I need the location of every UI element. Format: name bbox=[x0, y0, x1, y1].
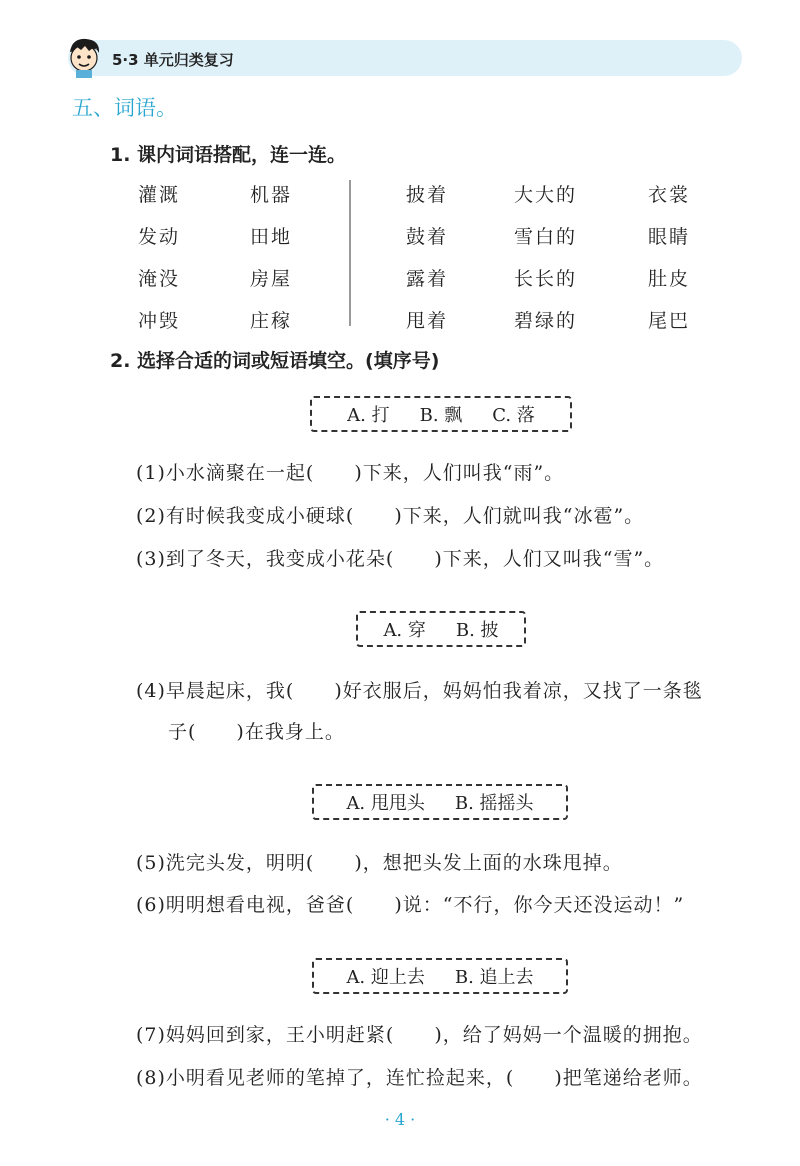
word-item: 机器 bbox=[250, 184, 293, 206]
option-box-3 bbox=[312, 784, 568, 820]
option-a: A. 穿 bbox=[383, 620, 426, 641]
option-b: B. 披 bbox=[455, 620, 499, 641]
sentence-8: (8)小明看见老师的笔掉了，连忙捡起来，( )把笔递给老师。 bbox=[136, 1067, 703, 1089]
word-item: 露着 bbox=[406, 268, 449, 290]
word-item: 淹没 bbox=[138, 268, 181, 290]
word-item: 雪白的 bbox=[514, 226, 578, 248]
sentence-7: (7)妈妈回到家，王小明赶紧( )，给了妈妈一个温暖的拥抱。 bbox=[136, 1024, 703, 1046]
sentence-4: (4)早晨起床，我( )好衣服后，妈妈怕我着凉，又找了一条毯 bbox=[136, 680, 703, 702]
student-mascot-icon bbox=[64, 36, 104, 78]
word-item: 肚皮 bbox=[648, 268, 691, 290]
word-item: 眼睛 bbox=[648, 226, 691, 248]
option-a: A. 甩甩头 bbox=[346, 793, 425, 814]
page-number: · 4 · bbox=[384, 1110, 416, 1129]
column-divider bbox=[349, 180, 351, 326]
sentence-4-continued: 子( )在我身上。 bbox=[168, 721, 345, 743]
sentence-3: (3)到了冬天，我变成小花朵( )下来，人们又叫我“雪”。 bbox=[136, 548, 665, 570]
word-item: 田地 bbox=[250, 226, 293, 248]
word-item: 发动 bbox=[138, 226, 181, 248]
option-b: B. 摇摇头 bbox=[454, 793, 534, 814]
word-item: 庄稼 bbox=[250, 310, 293, 332]
word-item: 鼓着 bbox=[406, 226, 449, 248]
sentence-1: (1)小水滴聚在一起( )下来，人们叫我“雨”。 bbox=[136, 462, 565, 484]
option-box-2 bbox=[356, 611, 526, 647]
header-title: 5·3 单元归类复习 bbox=[112, 51, 234, 69]
word-item: 长长的 bbox=[514, 268, 578, 290]
option-box-1 bbox=[310, 396, 572, 432]
sentence-2: (2)有时候我变成小硬球( )下来，人们就叫我“冰雹”。 bbox=[136, 505, 645, 527]
word-item: 冲毁 bbox=[138, 310, 181, 332]
word-item: 尾巴 bbox=[648, 310, 691, 332]
option-box-4 bbox=[312, 958, 568, 994]
word-item: 碧绿的 bbox=[514, 310, 578, 332]
word-item: 甩着 bbox=[406, 310, 449, 332]
sentence-6: (6)明明想看电视，爸爸( )说：“不行，你今天还没运动！” bbox=[136, 894, 685, 916]
word-item: 灌溉 bbox=[138, 184, 181, 206]
option-b: B. 追上去 bbox=[454, 967, 534, 988]
section-title: 五、词语。 bbox=[72, 96, 177, 120]
word-item: 披着 bbox=[406, 184, 449, 206]
option-b: B. 飘 bbox=[419, 405, 463, 426]
word-item: 大大的 bbox=[514, 184, 578, 206]
option-a: A. 迎上去 bbox=[346, 967, 425, 988]
option-a: A. 打 bbox=[347, 405, 390, 426]
word-item: 衣裳 bbox=[648, 184, 691, 206]
sentence-5: (5)洗完头发，明明( )，想把头发上面的水珠甩掉。 bbox=[136, 852, 623, 874]
q2-heading: 2. 选择合适的词或短语填空。(填序号) bbox=[110, 350, 440, 372]
word-item: 房屋 bbox=[250, 268, 293, 290]
q1-heading: 1. 课内词语搭配，连一连。 bbox=[110, 144, 347, 166]
option-c: C. 落 bbox=[492, 405, 535, 426]
